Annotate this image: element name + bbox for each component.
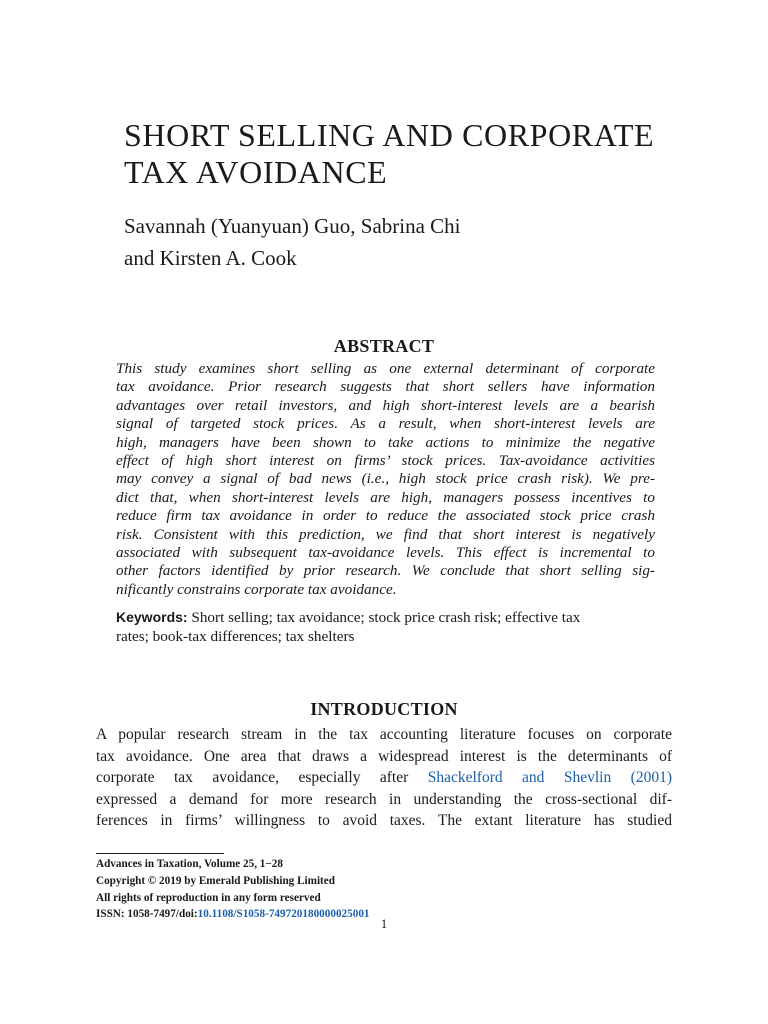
intro-line [96,767,672,789]
abstract-line: high, managers have been shown to take actions to minimize the negative [116,433,655,451]
abstract-line: may convey a signal of bad news (i.e., high stock price crash risk). We pre- [116,470,655,488]
abstract-line: tax avoidance. Prior research suggests that short sellers have information [116,378,655,396]
author-line: and Kirsten A. Cook [124,246,297,270]
abstract-line: dict that, when short-interest levels are high, managers possess incentives to [116,488,655,506]
introduction-body [96,724,672,832]
keywords-line: rates; book-tax differences; tax shelters [116,627,355,645]
keywords-line [116,608,655,628]
abstract-line: This study examines short selling as one external determinant of corporate [116,360,655,377]
intro-line: A popular research stream in the tax accounting literature focuses on corporate [96,726,672,743]
abstract-line: effect of high short interest on firms’ stock prices. Tax-avoidance activities [116,452,655,470]
abstract-line: signal of targeted stock prices. As a result, when short-interest levels are [116,415,655,433]
abstract-line: advantages over retail investors, and high short-interest levels are a bearish [116,396,655,414]
keywords-text: Short selling; tax avoidance; stock price crash risk; effective tax [187,609,581,626]
introduction-heading: INTRODUCTION [310,699,458,719]
title-line: TAX AVOIDANCE [124,154,388,190]
footnote-divider [96,853,224,854]
abstract-line: associated with subsequent tax-avoidance levels. This effect is incremental to [116,544,655,562]
keywords-label: Keywords: [116,609,188,625]
citation-link[interactable]: Shackelford and Shevlin (2001) [427,769,672,787]
abstract-line: reduce firm tax avoidance in order to reduce the associated stock price crash [116,507,655,525]
intro-line: ferences in firms’ willingness to avoid taxes. The extant literature has studied [96,812,672,830]
intro-text: corporate tax avoidance, especially after [96,769,428,787]
abstract-heading: ABSTRACT [333,336,435,356]
doi-link[interactable]: 10.1108/S1058-749720180000025001 [197,908,370,921]
abstract-line: nificantly constrains corporate tax avoidance. [116,580,397,598]
footnote-rights: All rights of reproduction in any form reserved [96,891,321,904]
author-line: Savannah (Yuanyuan) Guo, Sabrina Chi [124,214,461,238]
abstract-body [116,360,655,599]
intro-line: expressed a demand for more research in understanding the cross-sectional dif- [96,790,672,808]
title-line: SHORT SELLING AND CORPORATE [124,117,655,153]
page-number: 1 [380,916,388,931]
publication-footnote [96,856,672,923]
paper-title [124,117,724,191]
abstract-line: risk. Consistent with this prediction, we find that short interest is negatively [116,525,655,543]
footnote-journal: Advances in Taxation, Volume 25, 1−28 [96,858,283,870]
issn-text: ISSN: 1058-7497/doi: [96,908,198,921]
abstract-line: other factors identified by prior research. We conclude that short selling sig- [116,562,655,580]
intro-line: tax avoidance. One area that draws a widespread interest is the determinants of [96,747,672,765]
keywords-block [116,608,655,646]
footnote-copyright: Copyright © 2019 by Emerald Publishing Limited [96,874,335,887]
author-list [124,210,724,274]
